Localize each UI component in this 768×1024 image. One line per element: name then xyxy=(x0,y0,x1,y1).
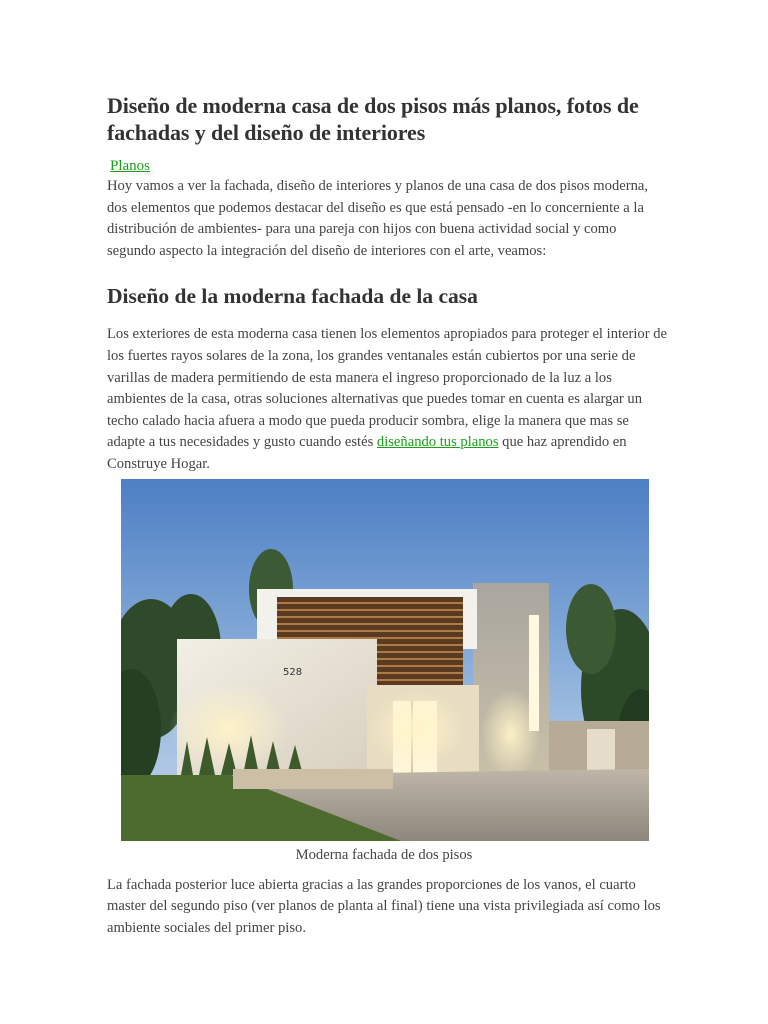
section-paragraph xyxy=(107,324,667,475)
article-title: Diseño de moderna casa de dos pisos más planos, fotos de fachadas y del diseño de interiores xyxy=(107,93,639,145)
photo-caption: Moderna fachada de dos pisos xyxy=(295,846,473,863)
section-title: Diseño de la moderna fachada de la casa xyxy=(107,284,478,309)
intro-paragraph: Hoy vamos a ver la fachada, diseño de interiores y planos de una casa de dos pisos moderna, dos elementos que podemos destacar del diseño es que está pensado -en lo concerniente a la distribución de ambientes- para una pareja con hijos con buena actividad social y como segundo aspecto la integración del diseño de interiores con el arte, veamos: xyxy=(107,178,649,259)
house-facade-photo xyxy=(121,479,649,841)
category-link[interactable]: Planos xyxy=(110,158,151,174)
planos-link[interactable]: diseñando tus planos xyxy=(376,434,499,451)
house-number: 528 xyxy=(283,666,303,678)
section-text-before-link: Los exteriores de esta moderna casa tienen los elementos apropiados para proteger el interior de los fuertes rayos solares de la zona, los grandes ventanales están cubiertos por una serie de varillas de madera permitiendo de esta manera el ingreso proporcionado de la luz a los ambientes de la casa, otras soluciones alternativas que puedes tomar en cuenta es alargar un techo calado hacia afuera a modo que pueda producir sombra, elige la manera que mas se adapte a tus necesidades y gusto cuando estés xyxy=(107,326,668,451)
section-text-after-link: que haz aprendido en Construye Hogar. xyxy=(107,434,627,472)
article xyxy=(107,92,667,939)
closing-paragraph: La fachada posterior luce abierta gracias a las grandes proporciones de los vanos, el cuarto master del segundo piso (ver planos de planta al final) tiene una vista privilegiada así como los ambiente sociales del primer piso. xyxy=(107,876,661,936)
